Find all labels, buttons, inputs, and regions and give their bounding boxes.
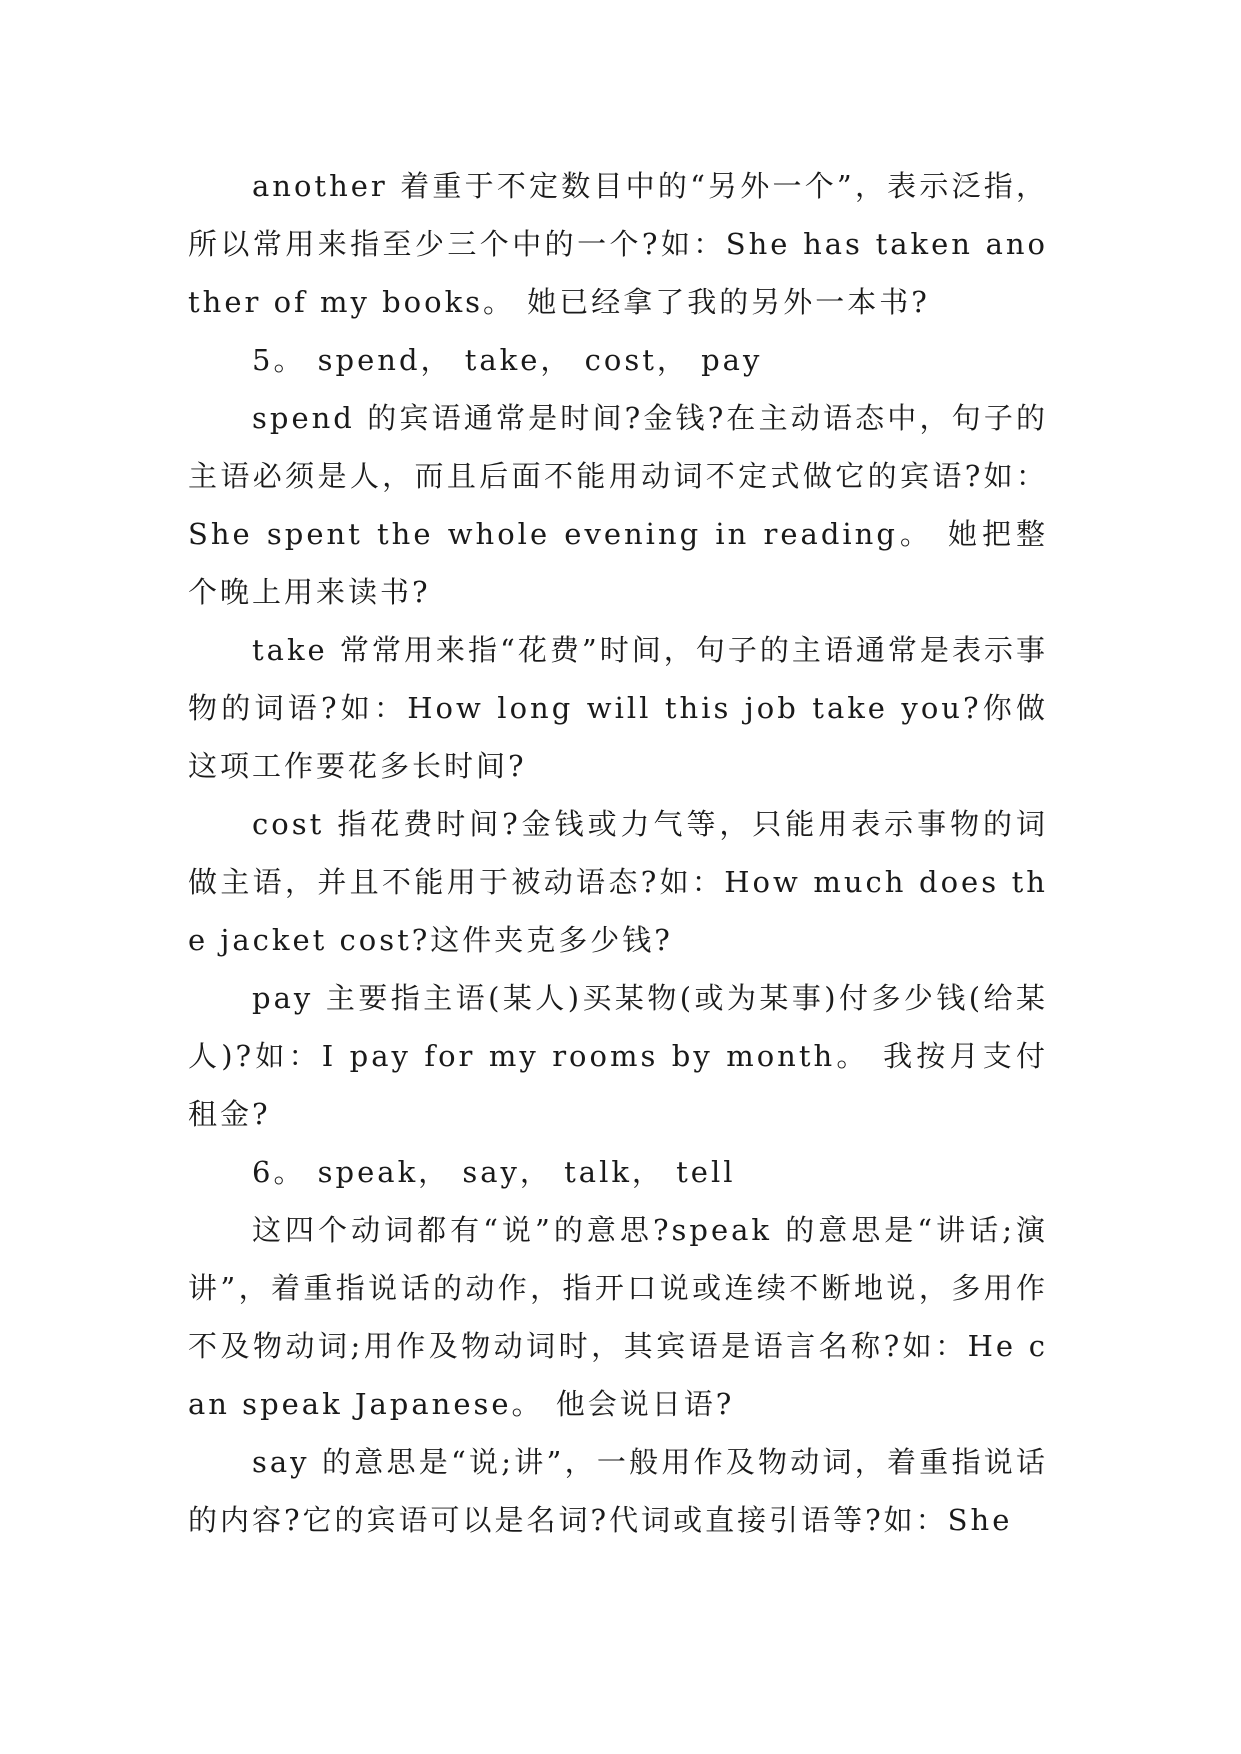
paragraph-spend: spend 的宾语通常是时间?金钱?在主动语态中，句子的主语必须是人，而且后面不能用动词不定式做它的宾语?如：She spent the whole evening in reading。 她把整个晚上用来读书? — [188, 401, 1048, 609]
paragraph-another: another 着重于不定数目中的“另外一个”，表示泛指，所以常用来指至少三个中的一个?如：She has taken another of my books。 她已经拿了我的另外一本书? — [188, 169, 1048, 319]
heading-item-6: 6。 speak， say， talk， tell — [252, 1155, 736, 1189]
heading-item-5: 5。 spend， take， cost， pay — [252, 343, 763, 377]
paragraph-take: take 常常用来指“花费”时间，句子的主语通常是表示事物的词语?如：How long will this job take you?你做这项工作要花多长时间? — [188, 633, 1048, 783]
paragraph-say: say 的意思是“说;讲”，一般用作及物动词，着重指说话的内容?它的宾语可以是名词?代词或直接引语等?如：She — [188, 1445, 1048, 1537]
paragraph-cost: cost 指花费时间?金钱或力气等，只能用表示事物的词做主语，并且不能用于被动语态?如：How much does the jacket cost?这件夹克多少钱? — [188, 807, 1048, 957]
paragraph-pay: pay 主要指主语(某人)买某物(或为某事)付多少钱(给某人)?如：I pay for my rooms by month。 我按月支付租金? — [188, 981, 1048, 1131]
document-body — [188, 157, 1048, 1549]
paragraph-speak: 这四个动词都有“说”的意思?speak 的意思是“讲话;演讲”，着重指说话的动作，指开口说或连续不断地说，多用作不及物动词;用作及物动词时，其宾语是语言名称?如：He can speak Japanese。 他会说日语? — [188, 1213, 1048, 1421]
